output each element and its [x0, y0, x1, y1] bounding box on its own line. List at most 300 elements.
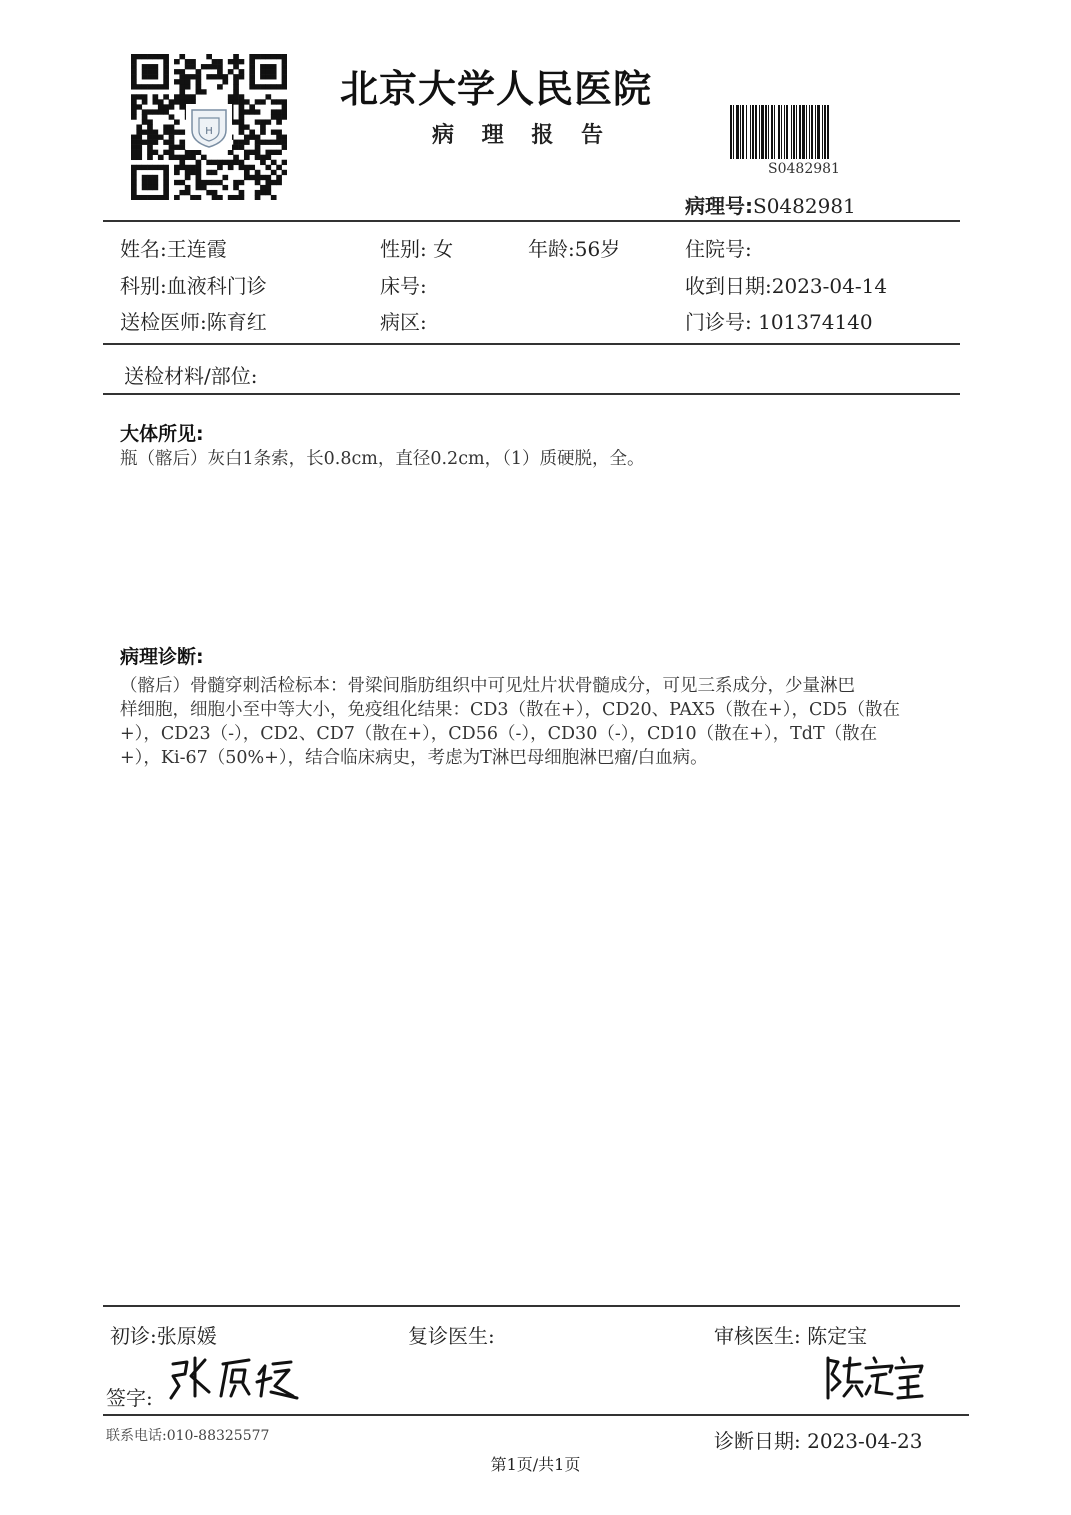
qr-module [239, 180, 245, 185]
qr-module [131, 59, 137, 64]
qr-module [271, 150, 277, 155]
qr-module [136, 124, 142, 129]
qr-module [179, 69, 185, 74]
qr-module [271, 195, 277, 200]
qr-module [249, 69, 255, 74]
qr-module [260, 124, 266, 129]
qr-module [249, 104, 255, 109]
qr-module [206, 54, 212, 59]
qr-module [271, 140, 277, 145]
barcode-bar [761, 105, 764, 159]
qr-module [142, 114, 148, 119]
qr-module [244, 155, 250, 160]
qr-module [142, 185, 148, 190]
qr-module [174, 130, 180, 135]
qr-module [131, 114, 137, 119]
qr-module [174, 119, 180, 124]
referring-doctor [120, 306, 267, 335]
qr-module [190, 64, 196, 69]
qr-module [131, 145, 137, 150]
qr-module [131, 190, 137, 195]
qr-module [249, 165, 255, 170]
divider-footer [103, 1305, 960, 1307]
qr-module [239, 74, 245, 79]
qr-module [196, 180, 202, 185]
qr-module [249, 74, 255, 79]
barcode-bar [806, 105, 807, 159]
qr-module [217, 74, 223, 79]
qr-module [249, 59, 255, 64]
qr-module [196, 185, 202, 190]
qr-module [163, 195, 169, 200]
qr-module [260, 74, 266, 79]
diagnosis-line: 样细胞，细胞小至中等大小，免疫组化结果：CD3（散在+），CD20、PAX5（散在+），CD5（散在 [120, 700, 901, 720]
qr-module [163, 64, 169, 69]
qr-module [131, 155, 137, 160]
qr-module [196, 195, 202, 200]
qr-module [228, 59, 234, 64]
qr-module [255, 170, 261, 175]
qr-module [244, 165, 250, 170]
qr-module [282, 170, 287, 175]
qr-module [239, 109, 245, 114]
qr-module [131, 150, 137, 155]
qr-module [265, 190, 271, 195]
material-label: 送检材料/部位: [124, 364, 258, 388]
qr-module [174, 180, 180, 185]
qr-module [136, 130, 142, 135]
qr-module [185, 74, 191, 79]
qr-module [190, 155, 196, 160]
barcode-bar [733, 105, 734, 159]
qr-module [185, 59, 191, 64]
qr-module [179, 84, 185, 89]
qr-module [201, 64, 207, 69]
qr-module [239, 104, 245, 109]
barcode-bar [768, 105, 769, 159]
pathology-number-value: S0482981 [753, 194, 856, 218]
qr-module [206, 170, 212, 175]
age-label: 年龄: [528, 237, 575, 261]
qr-module [233, 84, 239, 89]
qr-module [271, 170, 277, 175]
qr-module [174, 99, 180, 104]
qr-module [212, 180, 218, 185]
qr-module [233, 180, 239, 185]
qr-module [239, 160, 245, 165]
qr-module [271, 69, 277, 74]
specimen-material [124, 360, 257, 389]
qr-module [169, 150, 175, 155]
qr-module [249, 130, 255, 135]
qr-module [179, 190, 185, 195]
qr-module [265, 155, 271, 160]
qr-module [260, 54, 266, 59]
qr-module [163, 185, 169, 190]
qr-module [185, 170, 191, 175]
qr-module [163, 104, 169, 109]
qr-module [136, 140, 142, 145]
qr-module [282, 69, 287, 74]
diagnosis-text [120, 674, 960, 770]
barcode-bar [759, 105, 760, 159]
qr-module [153, 74, 159, 79]
qr-module [244, 124, 250, 129]
qr-module [282, 140, 287, 145]
qr-module [131, 94, 137, 99]
diagnosis-line: （髂后）骨髓穿刺活检标本：骨梁间脂肪组织中可见灶片状骨髓成分，可见三系成分，少量淋巴 [120, 676, 855, 696]
barcode-bar [815, 105, 816, 159]
qr-module [249, 175, 255, 180]
age-value: 56岁 [574, 237, 621, 261]
qr-module [260, 99, 266, 104]
qr-module [249, 150, 255, 155]
qr-module [163, 150, 169, 155]
qr-module [271, 99, 277, 104]
qr-module [185, 79, 191, 84]
barcode-bar [799, 105, 801, 159]
qr-module [212, 170, 218, 175]
qr-module [276, 109, 282, 114]
qr-module [217, 84, 223, 89]
qr-module [276, 99, 282, 104]
qr-module [142, 69, 148, 74]
qr-module [185, 64, 191, 69]
barcode-bar [730, 105, 732, 159]
hospital-name: 北京大学人民医院 [340, 67, 653, 111]
page-number: 第1页/共1页 [490, 1455, 581, 1474]
qr-module [142, 140, 148, 145]
qr-module [185, 175, 191, 180]
qr-module [131, 140, 137, 145]
qr-module [131, 195, 137, 200]
barcode-bar [771, 105, 773, 159]
qr-module [196, 150, 202, 155]
qr-module [147, 185, 153, 190]
qr-module [147, 140, 153, 145]
qr-module [244, 99, 250, 104]
qr-module [276, 130, 282, 135]
qr-module [185, 150, 191, 155]
qr-module [174, 165, 180, 170]
qr-module [196, 175, 202, 180]
qr-module [233, 119, 239, 124]
qr-module [255, 175, 261, 180]
qr-module [233, 185, 239, 190]
qr-module [153, 150, 159, 155]
qr-module [260, 64, 266, 69]
qr-module [185, 165, 191, 170]
qr-module [179, 155, 185, 160]
qr-module [271, 74, 277, 79]
barcode-bar [827, 105, 829, 159]
qr-module [255, 109, 261, 114]
qr-module [147, 135, 153, 140]
qr-module [271, 114, 277, 119]
qr-module [255, 145, 261, 150]
qr-module [239, 124, 245, 129]
qr-module [147, 155, 153, 160]
sex-value: 女 [433, 237, 454, 261]
qr-module [142, 130, 148, 135]
qr-module [190, 195, 196, 200]
qr-module [260, 175, 266, 180]
qr-module [212, 59, 218, 64]
initial-label: 初诊: [110, 1324, 157, 1348]
qr-module [174, 59, 180, 64]
qr-module [196, 165, 202, 170]
barcode-bar [750, 105, 751, 159]
qr-module [244, 170, 250, 175]
ward [380, 306, 427, 335]
qr-module [163, 124, 169, 129]
barcode-bar [752, 105, 754, 159]
qr-module [239, 130, 245, 135]
qr-module [233, 160, 239, 165]
barcode-bar [802, 105, 805, 159]
qr-module [163, 190, 169, 195]
qr-module [249, 54, 255, 59]
qr-module [179, 180, 185, 185]
qr-module [282, 104, 287, 109]
qr-module [233, 99, 239, 104]
qr-module [163, 170, 169, 175]
divider-material [103, 393, 960, 395]
qr-module [282, 54, 287, 59]
initial-doctor-signature [165, 1352, 300, 1404]
doctor-label: 送检医师: [120, 310, 207, 334]
barcode-bar [765, 105, 767, 159]
review-label: 复诊医生: [408, 1324, 495, 1348]
patient-sex [380, 233, 453, 262]
qr-module [185, 84, 191, 89]
qr-module [131, 104, 137, 109]
qr-module [255, 99, 261, 104]
barcode-bar [809, 105, 810, 159]
qr-module [131, 185, 137, 190]
hospital-logo [186, 104, 232, 150]
qr-module [131, 64, 137, 69]
qr-module [239, 94, 245, 99]
qr-module [179, 74, 185, 79]
barcode [728, 105, 880, 159]
qr-module [169, 130, 175, 135]
audit-label: 审核医生: [714, 1324, 801, 1348]
divider-bottom [103, 1414, 969, 1416]
barcode-bar [746, 105, 747, 159]
qr-module [271, 180, 277, 185]
qr-module [265, 94, 271, 99]
qr-module [265, 64, 271, 69]
qr-module [179, 130, 185, 135]
qr-module [233, 89, 239, 94]
name-value: 王连霞 [166, 237, 227, 261]
qr-module [185, 190, 191, 195]
qr-module [131, 54, 137, 59]
qr-module [276, 140, 282, 145]
received-date [685, 270, 887, 299]
qr-module [206, 64, 212, 69]
qr-module [276, 135, 282, 140]
qr-module [142, 165, 148, 170]
audit-doctor-signature [822, 1352, 927, 1402]
qr-module [142, 64, 148, 69]
qr-module [153, 180, 159, 185]
qr-module [255, 84, 261, 89]
qr-module [282, 160, 287, 165]
qr-module [265, 140, 271, 145]
qr-module [136, 104, 142, 109]
gross-heading: 大体所见: [120, 423, 204, 445]
qr-module [233, 59, 239, 64]
qr-module [249, 84, 255, 89]
qr-module [153, 64, 159, 69]
qr-module [206, 180, 212, 185]
qr-module [217, 180, 223, 185]
qr-module [169, 124, 175, 129]
qr-module [153, 94, 159, 99]
qr-module [185, 94, 191, 99]
qr-module [260, 130, 266, 135]
qr-module [233, 74, 239, 79]
qr-module [255, 180, 261, 185]
qr-module [255, 140, 261, 145]
qr-module [244, 175, 250, 180]
barcode-bar [742, 105, 744, 159]
qr-code [131, 54, 287, 200]
qr-module [201, 180, 207, 185]
qr-module [147, 64, 153, 69]
qr-module [249, 135, 255, 140]
qr-module [244, 140, 250, 145]
qr-module [179, 94, 185, 99]
qr-module [153, 109, 159, 114]
qr-module [260, 69, 266, 74]
qr-module [271, 160, 277, 165]
qr-module [158, 104, 164, 109]
qr-module [201, 89, 207, 94]
qr-module [190, 74, 196, 79]
qr-module [163, 130, 169, 135]
qr-module [260, 190, 266, 195]
audit-value: 陈定宝 [807, 1324, 868, 1348]
patient-name [120, 233, 227, 262]
qr-module [163, 94, 169, 99]
qr-module [255, 155, 261, 160]
qr-module [169, 99, 175, 104]
qr-module [276, 165, 282, 170]
qr-module [282, 145, 287, 150]
qr-module [265, 180, 271, 185]
qr-module [174, 145, 180, 150]
qr-module [147, 84, 153, 89]
qr-module [255, 135, 261, 140]
barcode-bar [793, 105, 795, 159]
qr-module [158, 99, 164, 104]
sex-label: 性别: [380, 237, 427, 261]
initial-doctor [110, 1320, 217, 1349]
qr-module [136, 195, 142, 200]
qr-module [147, 119, 153, 124]
qr-module [190, 170, 196, 175]
qr-module [153, 69, 159, 74]
qr-module [217, 69, 223, 74]
qr-module [153, 175, 159, 180]
qr-module [169, 155, 175, 160]
qr-module [174, 170, 180, 175]
qr-module [212, 74, 218, 79]
qr-module [233, 64, 239, 69]
qr-module [260, 160, 266, 165]
qr-module [265, 185, 271, 190]
qr-module [136, 94, 142, 99]
qr-module [201, 155, 207, 160]
barcode-bar [778, 105, 780, 159]
qr-module [136, 135, 142, 140]
qr-module [239, 145, 245, 150]
qr-module [260, 140, 266, 145]
barcode-bar [796, 105, 797, 159]
qr-module [244, 150, 250, 155]
qr-module [190, 165, 196, 170]
qr-module [179, 145, 185, 150]
qr-module [169, 140, 175, 145]
qr-module [196, 170, 202, 175]
qr-module [255, 150, 261, 155]
qr-module [212, 195, 218, 200]
qr-module [131, 99, 137, 104]
qr-module [271, 64, 277, 69]
qr-module [153, 195, 159, 200]
qr-module [153, 135, 159, 140]
qr-module [228, 160, 234, 165]
qr-module [163, 109, 169, 114]
qr-module [169, 145, 175, 150]
qr-module [196, 160, 202, 165]
barcode-bar [822, 105, 823, 159]
qr-module [233, 195, 239, 200]
qr-module [212, 160, 218, 165]
initial-value: 张原媛 [156, 1324, 217, 1348]
qr-module [239, 119, 245, 124]
qr-module [276, 114, 282, 119]
review-doctor [408, 1320, 495, 1349]
qr-module [131, 109, 137, 114]
qr-module [239, 165, 245, 170]
qr-module [217, 195, 223, 200]
qr-module [239, 140, 245, 145]
qr-module [179, 54, 185, 59]
qr-module [244, 135, 250, 140]
qr-module [233, 54, 239, 59]
qr-module [265, 69, 271, 74]
qr-module [174, 94, 180, 99]
inpatient-number [685, 233, 752, 262]
qr-module [265, 175, 271, 180]
qr-module [163, 69, 169, 74]
qr-module [276, 150, 282, 155]
qr-module [163, 59, 169, 64]
qr-module [142, 94, 148, 99]
ward-label: 病区: [380, 310, 427, 334]
qr-module [271, 130, 277, 135]
qr-module [153, 185, 159, 190]
qr-module [169, 104, 175, 109]
qr-module [249, 79, 255, 84]
qr-module [206, 190, 212, 195]
qr-module [239, 59, 245, 64]
qr-module [142, 195, 148, 200]
